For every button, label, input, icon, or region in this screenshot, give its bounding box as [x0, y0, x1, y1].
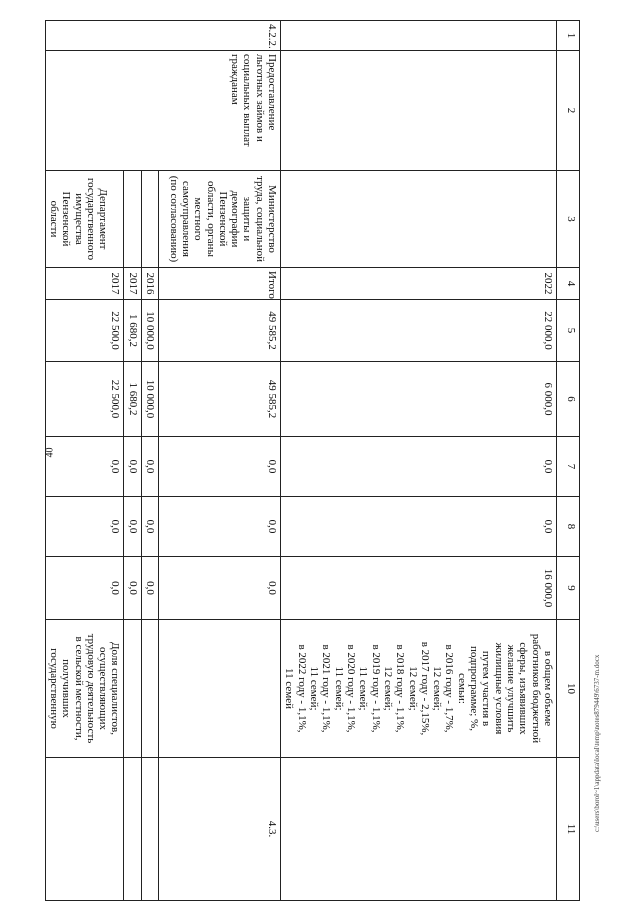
- value-cell: 22 500,0: [45, 300, 124, 362]
- indicator-line: путем участия в: [480, 650, 493, 727]
- code-cell: 4.2.2.: [45, 21, 281, 51]
- indicator-line: в сельской местности,: [72, 636, 85, 741]
- value-cell: 1 680,2: [124, 362, 141, 437]
- value-cell: 10 000,0: [141, 300, 158, 362]
- year-cell: 2017: [124, 268, 141, 300]
- executor-cell: Департамент государственного имущества Пензенской области: [45, 171, 124, 268]
- indicator-line: 11 семей;: [357, 666, 370, 711]
- value-cell: 0,0: [159, 557, 281, 620]
- value-cell: 0,0: [141, 557, 158, 620]
- indicator-cell: [281, 620, 557, 758]
- budget-table: [45, 20, 580, 901]
- value-cell: 10 000,0: [141, 362, 158, 437]
- ref-cell: [281, 758, 557, 901]
- indicator-line: 11 семей;: [332, 666, 345, 711]
- indicator-line: в 2020 году - 1,1%,: [345, 644, 357, 733]
- name-cell: Предоставление льготных займов и социальных выплат гражданам: [45, 51, 281, 171]
- value-cell: 0,0: [45, 437, 124, 497]
- table-row: [281, 21, 557, 901]
- executor-cell: [141, 171, 158, 268]
- indicator-line: трудовую деятельность: [84, 633, 97, 744]
- value-cell: 0,0: [124, 497, 141, 557]
- value-cell: 16 000,0: [281, 557, 557, 620]
- indicator-line: 11 семей: [283, 668, 296, 709]
- indicator-line: в 2016 году - 1,7%,: [443, 644, 456, 733]
- indicator-line: 12 семей;: [431, 666, 444, 711]
- value-cell: 0,0: [45, 557, 124, 620]
- indicator-line: работников бюджетной: [529, 633, 542, 744]
- ref-cell: [141, 758, 158, 901]
- header-cell: 1: [557, 21, 580, 51]
- indicator-cell: [45, 620, 124, 758]
- code-cell: [281, 21, 557, 51]
- header-cell: 8: [557, 497, 580, 557]
- value-cell: 0,0: [159, 437, 281, 497]
- indicator-line: жилищные условия: [492, 642, 505, 735]
- header-cell: 3: [557, 171, 580, 268]
- value-cell: 49 585,2: [159, 362, 281, 437]
- value-cell: 0,0: [141, 497, 158, 557]
- indicator-line: подпрограмме; %,: [468, 646, 481, 731]
- footer-file-path: c:\users\borol~1\appdata\local\temp\notes879449\6737-m.docx: [593, 654, 601, 832]
- page-number: 40: [44, 447, 56, 458]
- ref-cell: [45, 758, 124, 901]
- header-cell: 11: [557, 758, 580, 901]
- value-cell: 6 000,0: [281, 362, 557, 437]
- indicator-cell: [124, 620, 141, 758]
- header-cell: 5: [557, 300, 580, 362]
- value-cell: 0,0: [124, 557, 141, 620]
- indicator-cell: [159, 620, 281, 758]
- table-row: [159, 21, 281, 901]
- value-cell: 0,0: [281, 437, 557, 497]
- header-cell: 10: [557, 620, 580, 758]
- name-cell: [281, 51, 557, 171]
- indicator-line: государственную: [47, 648, 60, 729]
- indicator-line: Доля специалистов,: [109, 642, 122, 735]
- value-cell: 22 500,0: [45, 362, 124, 437]
- value-cell: 49 585,2: [159, 300, 281, 362]
- ref-cell: 4.3.: [159, 758, 281, 901]
- indicator-line: получивших: [60, 659, 73, 718]
- year-cell: 2017: [45, 268, 124, 300]
- indicator-line: в общем объеме: [542, 650, 554, 727]
- indicator-line: 12 семей;: [406, 666, 419, 711]
- indicator-cell: [141, 620, 158, 758]
- indicator-line: сферы, изъявивших: [517, 642, 530, 735]
- executor-cell: [124, 171, 141, 268]
- value-cell: 0,0: [281, 497, 557, 557]
- value-cell: 0,0: [124, 437, 141, 497]
- indicator-line: в 2019 году - 1,1%,: [369, 644, 382, 733]
- indicator-line: семьи:: [455, 673, 468, 704]
- header-cell: 2: [557, 51, 580, 171]
- indicator-line: в 2022 году - 1,1%,: [295, 644, 308, 733]
- indicator-line: в 2017 году - 2,15%,: [418, 641, 431, 736]
- value-cell: 22 000,0: [281, 300, 557, 362]
- value-cell: 1 680,2: [124, 300, 141, 362]
- indicator-line: осуществляющих: [97, 647, 110, 730]
- year-cell: 2016: [141, 268, 158, 300]
- year-cell: 2022: [281, 268, 557, 300]
- header-row: [557, 21, 580, 901]
- ref-cell: [124, 758, 141, 901]
- indicator-line: в 2018 году - 1,1%,: [394, 644, 407, 733]
- header-cell: 9: [557, 557, 580, 620]
- header-cell: 7: [557, 437, 580, 497]
- executor-cell: [281, 171, 557, 268]
- year-cell: Итого: [159, 268, 281, 300]
- header-cell: 4: [557, 268, 580, 300]
- indicator-line: 11 семей;: [308, 666, 321, 711]
- value-cell: 0,0: [159, 497, 281, 557]
- indicator-line: в 2021 году - 1,1%,: [320, 644, 333, 733]
- executor-cell: Министерство труда, социальной защиты и демографии Пензенской области, органы местного самоуправления (по согласованию): [159, 171, 281, 268]
- header-cell: 6: [557, 362, 580, 437]
- indicator-line: желание улучшить: [505, 644, 518, 733]
- value-cell: 0,0: [141, 437, 158, 497]
- indicator-line: 12 семей;: [381, 666, 394, 711]
- value-cell: 0,0: [45, 497, 124, 557]
